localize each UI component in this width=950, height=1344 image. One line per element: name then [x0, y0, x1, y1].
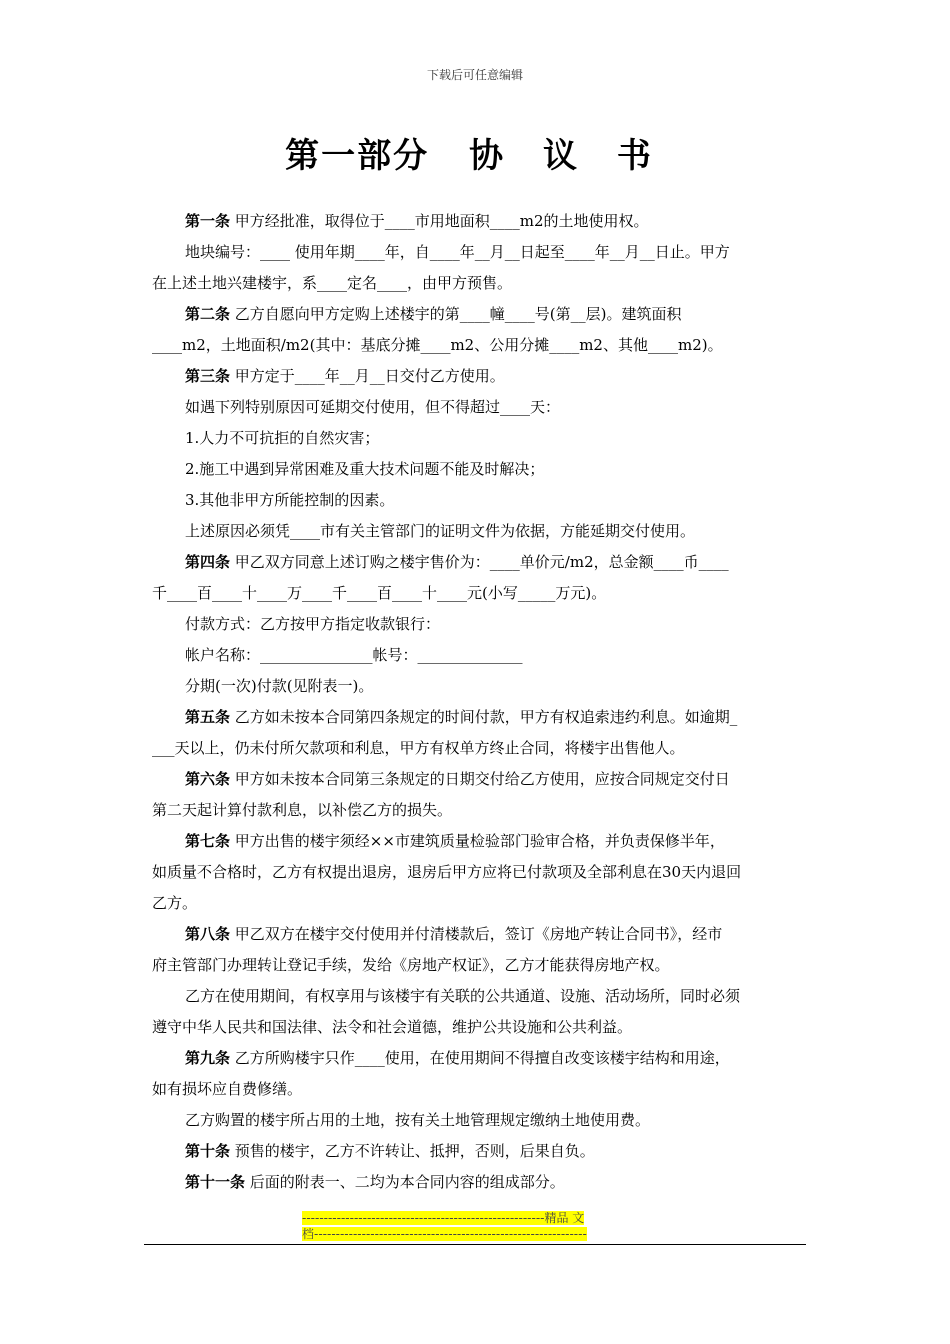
paragraph-text: 付款方式：乙方按甲方指定收款银行： [185, 615, 441, 633]
paragraph-line [152, 423, 808, 454]
paragraph-line [152, 516, 808, 547]
paragraph-text: 甲方定于____年__月__日交付乙方使用。 [230, 367, 505, 385]
paragraph-text: 甲方如未按本合同第三条规定的日期交付给乙方使用，应按合同规定交付日 [230, 770, 730, 788]
paragraph-text: 如遇下列特别原因可延期交付使用，但不得超过____天： [185, 398, 561, 416]
paragraph-text: ____m2，土地面积/m2(其中：基底分摊____m2、公用分摊____m2、其他____m2)。 [152, 336, 723, 354]
footer-line-1: --------------------------------------------------------精品 文 [302, 1211, 585, 1225]
paragraph-text: 2.施工中遇到异常困难及重大技术问题不能及时解决； [185, 460, 545, 478]
paragraph-line [152, 1136, 808, 1167]
paragraph-text: 乙方在使用期间，有权享用与该楼宇有关联的公共通道、设施、活动场所，同时必须 [185, 987, 741, 1005]
article-number: 第七条 [185, 832, 231, 850]
paragraph-text: 甲乙双方同意上述订购之楼宇售价为：____单价元/m2，总金额____币____ [230, 553, 729, 571]
article-number: 第八条 [185, 925, 231, 943]
paragraph-text: 乙方如未按本合同第四条规定的时间付款，甲方有权追索违约利息。如逾期_ [230, 708, 738, 726]
article-number: 第三条 [185, 367, 231, 385]
paragraph-text: 遵守中华人民共和国法律、法令和社会道德，维护公共设施和公共利益。 [152, 1018, 633, 1036]
paragraph-text: 1.人力不可抗拒的自然灾害； [185, 429, 380, 447]
title-name: 协 议 书 [469, 136, 665, 176]
article-number: 第十一条 [185, 1173, 246, 1191]
paragraph-line [152, 1074, 808, 1105]
paragraph-line [152, 981, 808, 1012]
header-note: 下载后可任意编辑 [426, 68, 523, 82]
paragraph-text: 上述原因必须凭____市有关主管部门的证明文件为依据，方能延期交付使用。 [185, 522, 696, 540]
footer-rule [144, 1244, 806, 1245]
article-number: 第九条 [185, 1049, 231, 1067]
paragraph-line [152, 919, 808, 950]
paragraph-line [152, 206, 808, 237]
paragraph-line [152, 547, 808, 578]
paragraph-line [152, 888, 808, 919]
paragraph-text: 甲方出售的楼宇须经××市建筑质量检验部门验审合格，并负责保修半年， [230, 832, 725, 850]
paragraph-line [152, 1043, 808, 1074]
article-number: 第一条 [185, 212, 231, 230]
article-number: 第六条 [185, 770, 231, 788]
paragraph-line [152, 671, 808, 702]
paragraph-text: 地块编号：____ 使用年期____年，自____年__月__日起至____年__月__日止。甲方 [185, 243, 730, 261]
article-number: 第十条 [185, 1142, 231, 1160]
paragraph-text: 3.其他非甲方所能控制的因素。 [185, 491, 395, 509]
paragraph-text: 分期(一次)付款(见附表一)。 [185, 677, 374, 695]
paragraph-line [152, 454, 808, 485]
paragraph-line [152, 392, 808, 423]
paragraph-line [152, 268, 808, 299]
paragraph-line [152, 330, 808, 361]
paragraph-text: 如有损坏应自费修缮。 [152, 1080, 303, 1098]
paragraph-line [152, 609, 808, 640]
paragraph-line [152, 702, 808, 733]
paragraph-text: 乙方自愿向甲方定购上述楼宇的第____幢____号(第__层)。建筑面积 [230, 305, 682, 323]
paragraph-line [152, 857, 808, 888]
paragraph-text: 千____百____十____万____千____百____十____元(小写_____万元)。 [152, 584, 607, 602]
paragraph-text: 如质量不合格时，乙方有权提出退房，退房后甲方应将已付款项及全部利息在30天内退回 [152, 863, 742, 881]
paragraph-line [152, 237, 808, 268]
paragraph-text: 在上述土地兴建楼宇，系____定名____，由甲方预售。 [152, 274, 513, 292]
paragraph-line [152, 299, 808, 330]
paragraph-line [152, 795, 808, 826]
paragraph-text: ___天以上，仍未付所欠款项和利息，甲方有权单方终止合同，将楼宇出售他人。 [152, 739, 685, 757]
paragraph-text: 后面的附表一、二均为本合同内容的组成部分。 [245, 1173, 565, 1191]
title-part: 第一部分 [285, 136, 430, 176]
paragraph-line [152, 1105, 808, 1136]
paragraph-line [152, 578, 808, 609]
document-body [152, 206, 808, 1198]
paragraph-line [152, 1012, 808, 1043]
paragraph-line [152, 640, 808, 671]
footer-line-2: 档--------------------------------------------------------------- [302, 1227, 587, 1241]
document-title [0, 128, 950, 177]
paragraph-text: 乙方购置的楼宇所占用的土地，按有关土地管理规定缴纳土地使用费。 [185, 1111, 651, 1129]
paragraph-text: 乙方。 [152, 894, 198, 912]
paragraph-text: 帐户名称：_______________帐号：______________ [185, 646, 523, 664]
article-number: 第五条 [185, 708, 231, 726]
paragraph-line [152, 1167, 808, 1198]
footer-note [302, 1210, 646, 1242]
paragraph-text: 乙方所购楼宇只作____使用，在使用期间不得擅自改变该楼宇结构和用途， [230, 1049, 730, 1067]
paragraph-line [152, 826, 808, 857]
paragraph-text: 预售的楼宇，乙方不许转让、抵押，否则，后果自负。 [230, 1142, 595, 1160]
paragraph-line [152, 361, 808, 392]
article-number: 第二条 [185, 305, 231, 323]
article-number: 第四条 [185, 553, 231, 571]
paragraph-text: 第二天起计算付款利息，以补偿乙方的损失。 [152, 801, 453, 819]
paragraph-line [152, 950, 808, 981]
paragraph-line [152, 733, 808, 764]
paragraph-line [152, 485, 808, 516]
paragraph-text: 甲方经批准，取得位于____市用地面积____m2的土地使用权。 [230, 212, 649, 230]
paragraph-text: 府主管部门办理转让登记手续，发给《房地产权证》，乙方才能获得房地产权。 [152, 956, 670, 974]
paragraph-text: 甲乙双方在楼宇交付使用并付清楼款后，签订《房地产转让合同书》，经市 [230, 925, 723, 943]
paragraph-line [152, 764, 808, 795]
